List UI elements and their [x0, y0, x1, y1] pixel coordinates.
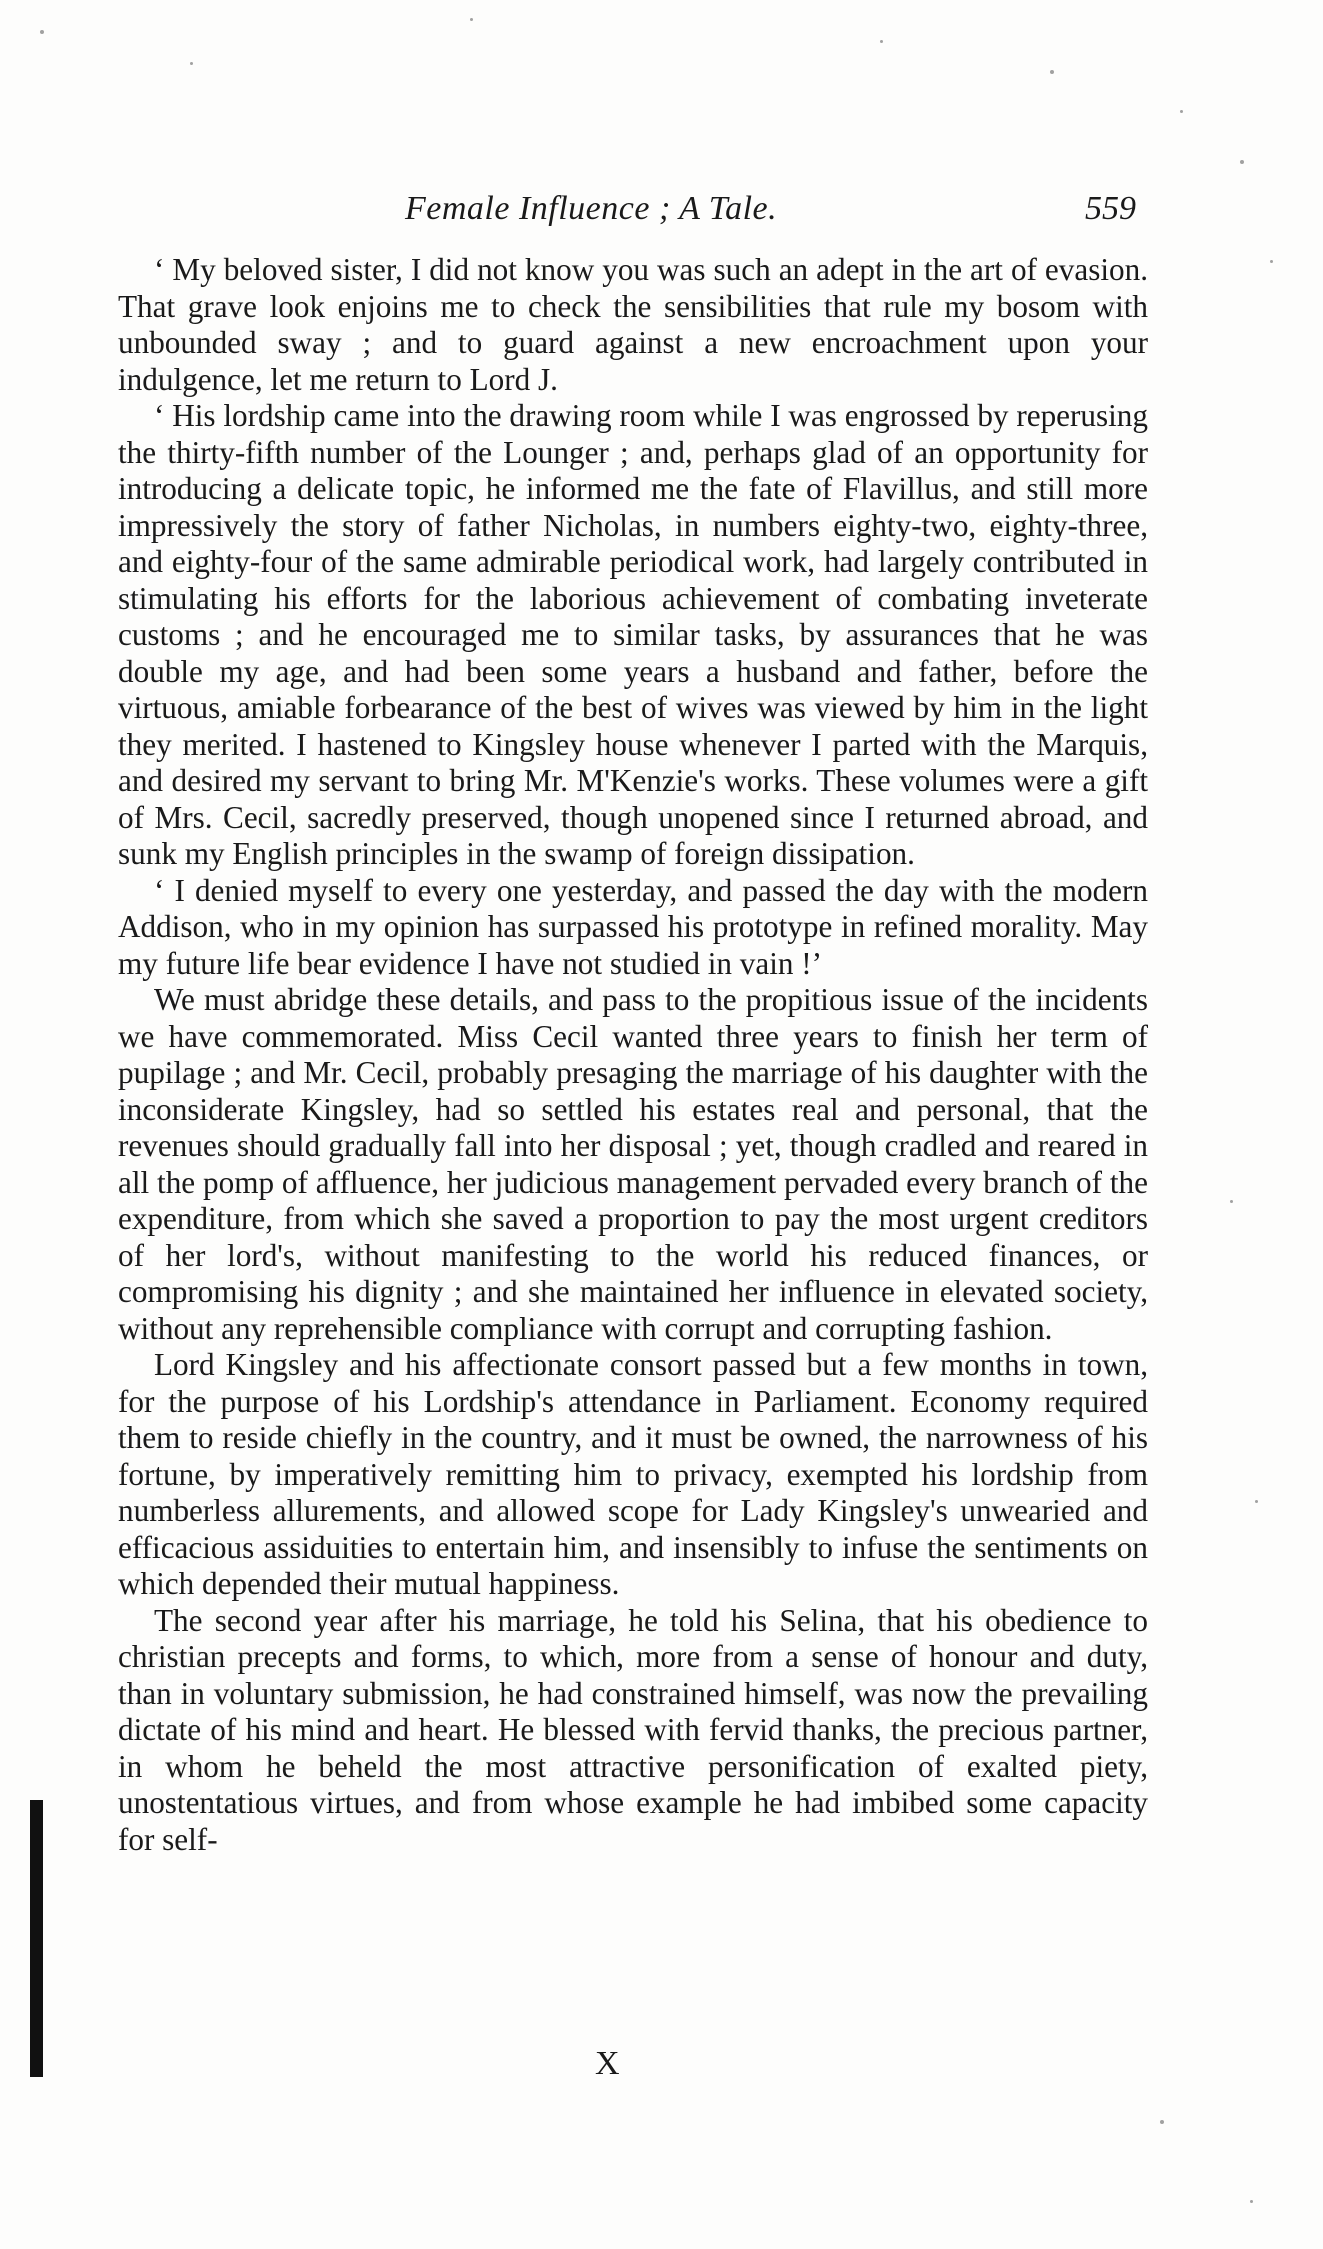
page-number: 559 [1085, 190, 1136, 227]
scan-speck [1250, 2200, 1253, 2203]
scan-speck [1270, 260, 1273, 263]
signature-mark: X [595, 2045, 620, 2082]
scan-speck [40, 30, 44, 34]
scan-speck [1240, 160, 1244, 164]
scan-speck [1050, 70, 1054, 74]
paragraph: The second year after his marriage, he told his Selina, that his obedience to christian precepts and forms, to which, more from a sense of honour and duty, than in voluntary submission, he had constrained himself, was now the prevailing dictate of his mind and heart. He blessed with fervid thanks, the precious partner, in whom he beheld the most attractive personification of exalted piety, unostentatious virtues, and from whose example he had imbibed some capacity for self- [118, 1602, 1148, 1857]
scan-speck [1160, 2120, 1164, 2124]
scan-speck [1255, 1500, 1258, 1503]
scan-speck [1230, 1200, 1233, 1203]
scan-speck [190, 62, 193, 65]
scan-speck [1180, 110, 1183, 113]
scan-speck [470, 18, 473, 21]
paragraph: Lord Kingsley and his affectionate consort passed but a few months in town, for the purpose of his Lordship's attendance in Parliament. Economy required them to reside chiefly in the country, and it must be owned, the narrowness of his fortune, by imperatively remitting him to privacy, exempted his lordship from numberless allurements, and allowed scope for Lady Kingsley's unwearied and efficacious assiduities to entertain him, and insensibly to infuse the sentiments on which depended their mutual happiness. [118, 1347, 1148, 1601]
margin-bar [30, 1800, 43, 2077]
scan-speck [880, 40, 883, 43]
paragraph: ‘ I denied myself to every one yesterday, and passed the day with the modern Addison, who in my opinion has surpassed his prototype in refined morality. May my future life bear evidence I have not studied in vain !’ [118, 872, 1148, 981]
paragraph: We must abridge these details, and pass to the propitious issue of the incidents we have commemorated. Miss Cecil wanted three years to finish her term of pupilage ; and Mr. Cecil, probably presaging the marriage of his daughter with the inconsiderate Kingsley, had so settled his estates real and personal, that the revenues should gradually fall into her disposal ; yet, though cradled and reared in all the pomp of affluence, her judicious management pervaded every branch of the expenditure, from which she saved a proportion to pay the most urgent creditors of her lord's, without manifesting to the world his reduced finances, or compromising his dignity ; and she maintained her influence in elevated society, without any reprehensible compliance with corrupt and corrupting fashion. [118, 982, 1148, 1346]
body-text [118, 252, 1148, 1858]
paragraph: ‘ My beloved sister, I did not know you was such an adept in the art of evasion. That grave look enjoins me to check the sensibilities that rule my bosom with unbounded sway ; and to guard against a new encroachment upon your indulgence, let me return to Lord J. [118, 252, 1148, 397]
running-title: Female Influence ; A Tale. [405, 190, 778, 227]
paragraph: ‘ His lordship came into the drawing room while I was engrossed by reperusing the thirty-fifth number of the Lounger ; and, perhaps glad of an opportunity for introducing a delicate topic, he informed me the fate of Flavillus, and still more impressively the story of father Nicholas, in numbers eighty-two, eighty-three, and eighty-four of the same admirable periodical work, had largely contributed in stimulating his efforts for the laborious achievement of combating inveterate customs ; and he encouraged me to similar tasks, by assurances that he was double my age, and had been some years a husband and father, before the virtuous, amiable forbearance of the best of wives was viewed by him in the light they merited. I hastened to Kingsley house whenever I parted with the Marquis, and desired my servant to bring Mr. M'Kenzie's works. These volumes were a gift of Mrs. Cecil, sacredly preserved, though unopened since I returned abroad, and sunk my English principles in the swamp of foreign dissipation. [118, 398, 1148, 871]
